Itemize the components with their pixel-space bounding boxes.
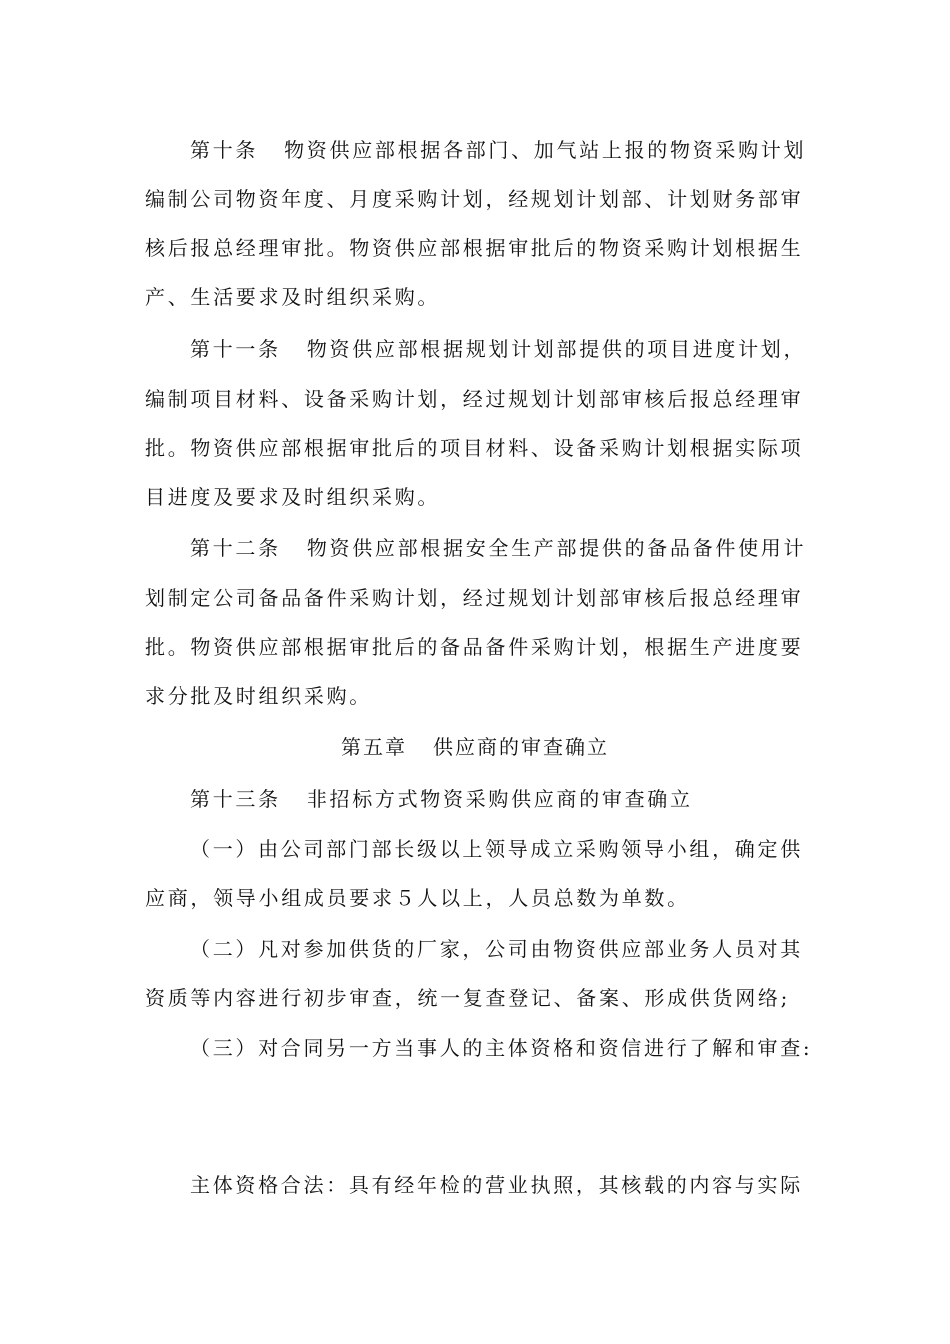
item-2-text-line-2: 资质等内容进行初步审查，统一复查登记、备案、形成供货网络; bbox=[145, 986, 791, 1010]
item-3-text-line-1: （三）对合同另一方当事人的主体资格和资信进行了解和审查: bbox=[190, 1036, 813, 1060]
article-11-text-line-2: 编制项目材料、设备采购计划，经过规划计划部审核后报总经理审 bbox=[145, 387, 804, 411]
article-13-heading: 第十三条 bbox=[190, 787, 281, 811]
article-10-text-line-4: 产、生活要求及时组织采购。 bbox=[145, 285, 441, 309]
article-10-text-line-3: 核后报总经理审批。物资供应部根据审批后的物资采购计划根据生 bbox=[145, 236, 804, 260]
item-1-text-line-2: 应商，领导小组成员要求５人以上，人员总数为单数。 bbox=[145, 886, 690, 910]
article-10-text-line-2: 编制公司物资年度、月度采购计划，经规划计划部、计划财务部审 bbox=[145, 187, 804, 211]
article-13-title-line bbox=[190, 785, 805, 813]
chapter-5-heading: 第五章 bbox=[341, 735, 407, 759]
article-11-first-line bbox=[190, 335, 805, 363]
item-2-text-line-1: （二）凡对参加供货的厂家，公司由物资供应部业务人员对其 bbox=[190, 937, 803, 961]
article-10-text-line-1: 物资供应部根据各部门、加气站上报的物资采购计划 bbox=[284, 138, 807, 162]
article-12-text-line-3: 批。物资供应部根据审批后的备品备件采购计划，根据生产进度要 bbox=[145, 635, 804, 659]
article-12-heading: 第十二条 bbox=[190, 536, 281, 560]
article-12-text-line-4: 求分批及时组织采购。 bbox=[145, 684, 372, 708]
article-11-heading: 第十一条 bbox=[190, 337, 281, 361]
article-12-text-line-1: 物资供应部根据安全生产部提供的备品备件使用计 bbox=[306, 536, 807, 560]
subject-qualification-text-line-1: 主体资格合法：具有经年检的营业执照，其核载的内容与实际 bbox=[190, 1173, 803, 1197]
article-11-text-line-1: 物资供应部根据规划计划部提供的项目进度计划， bbox=[306, 337, 807, 361]
article-12-text-line-2: 划制定公司备品备件采购计划，经过规划计划部审核后报总经理审 bbox=[145, 586, 804, 610]
article-13-title: 非招标方式物资采购供应商的审查确立 bbox=[306, 787, 693, 811]
article-10-first-line bbox=[190, 136, 805, 164]
article-11-text-line-4: 目进度及要求及时组织采购。 bbox=[145, 485, 441, 509]
article-10-heading: 第十条 bbox=[190, 138, 259, 162]
article-12-first-line bbox=[190, 534, 805, 562]
article-11-text-line-3: 批。物资供应部根据审批后的项目材料、设备采购计划根据实际项 bbox=[145, 436, 804, 460]
item-1-text-line-1: （一）由公司部门部长级以上领导成立采购领导小组，确定供 bbox=[190, 837, 803, 861]
chapter-5-title-line bbox=[0, 733, 950, 761]
chapter-5-title: 供应商的审查确立 bbox=[433, 735, 609, 759]
